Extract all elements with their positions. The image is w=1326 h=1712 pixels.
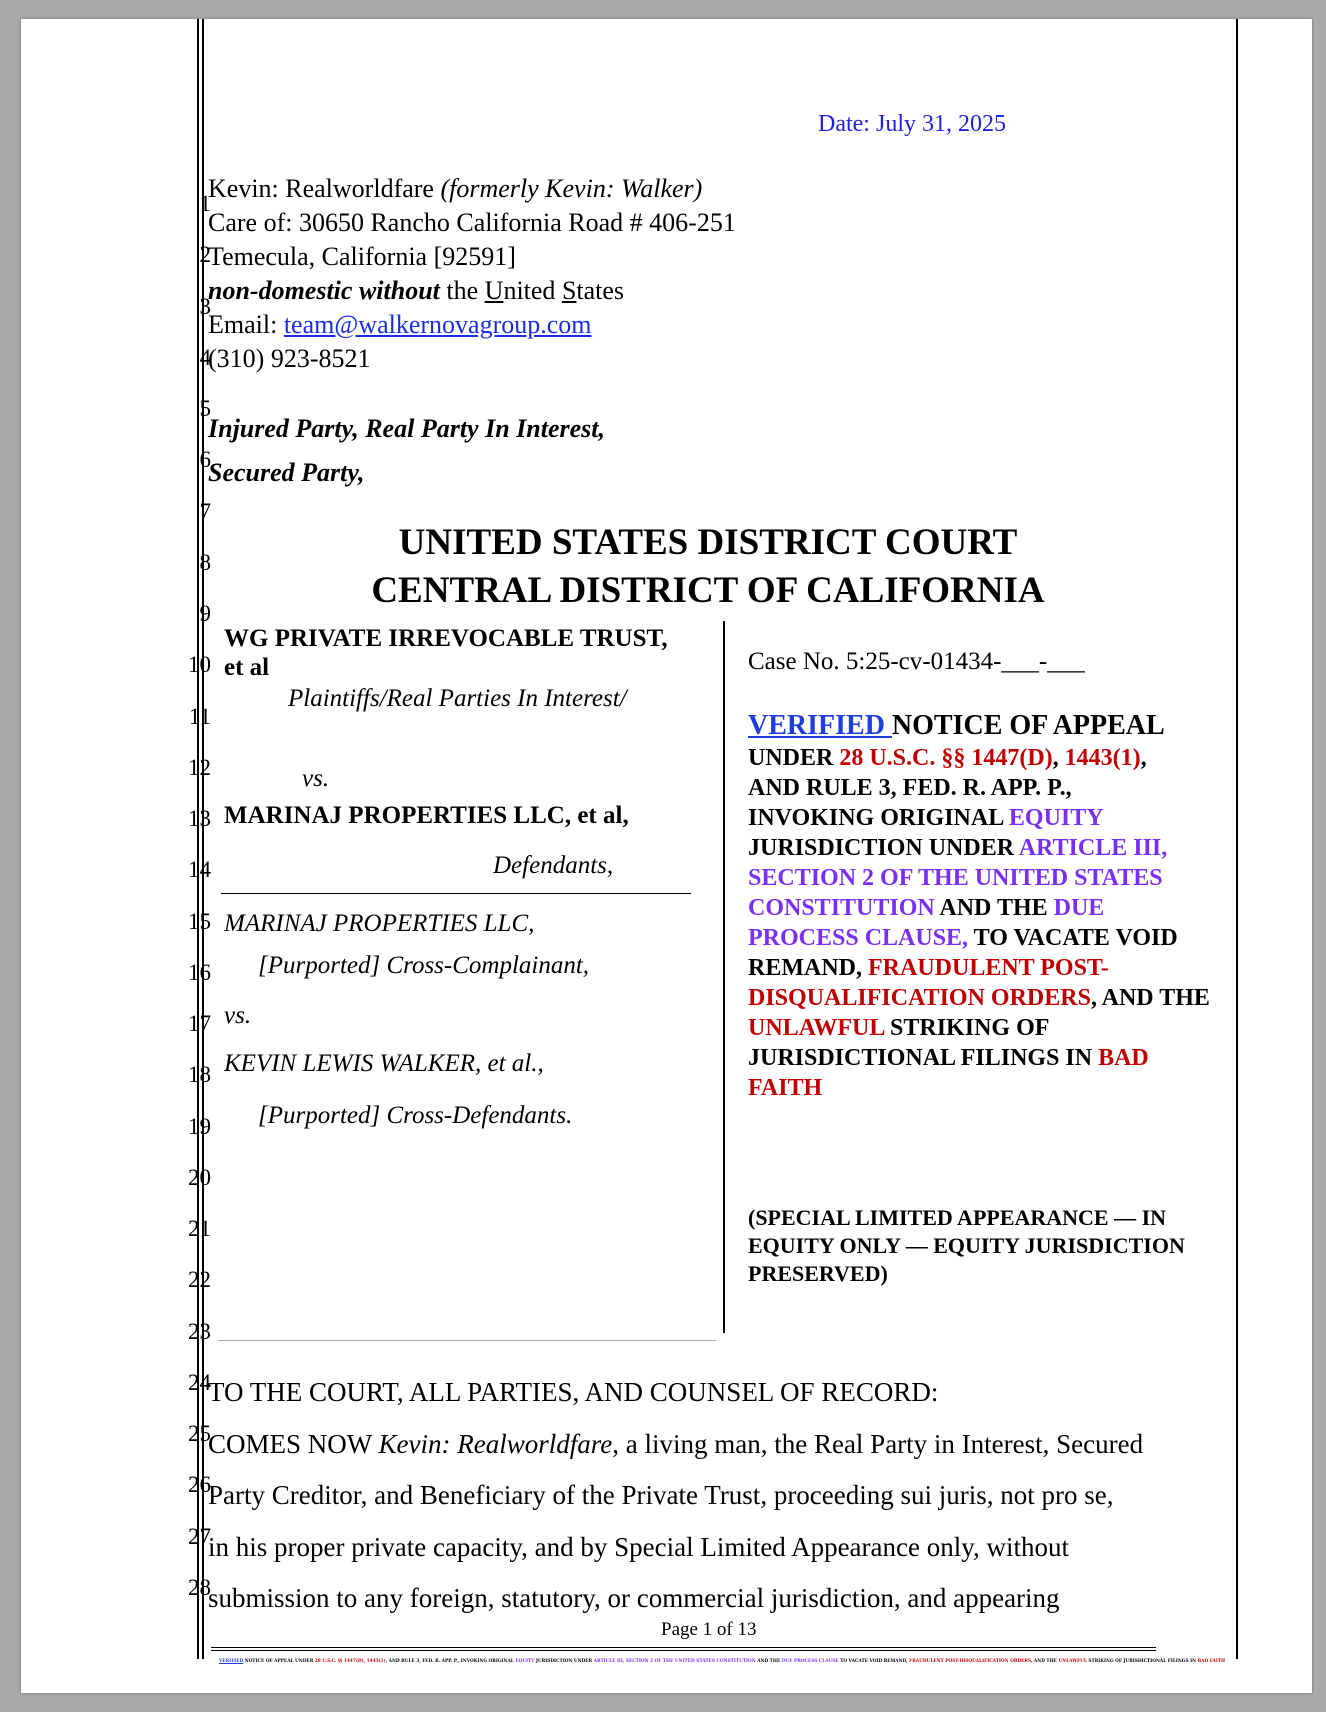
plaintiff-role: Plaintiffs/Real Parties In Interest/	[288, 685, 627, 712]
line-number: 28	[188, 1574, 211, 1600]
party-line-1: Injured Party, Real Party In Interest,	[208, 414, 606, 443]
line-number: 9	[199, 601, 211, 626]
line-number: 14	[188, 857, 211, 883]
line-number: 16	[188, 959, 211, 985]
status-line: non-domestic without the United States	[208, 276, 625, 305]
line-number: 24	[188, 1369, 211, 1395]
caption-bottom-rule	[218, 1340, 716, 1341]
cross-complainant-role: [Purported] Cross-Complainant,	[258, 952, 590, 979]
sender-address-block	[208, 172, 736, 376]
caption-vertical-divider	[723, 621, 725, 1333]
footer-rule	[211, 1647, 1156, 1648]
email-link[interactable]: team@walkernovagroup.com	[283, 310, 592, 339]
defendant-name: MARINAJ PROPERTIES LLC, et al,	[224, 802, 629, 829]
line-number: 21	[188, 1216, 211, 1241]
line-number: 11	[188, 703, 211, 729]
cross-defendant-name: KEVIN LEWIS WALKER, et al.,	[224, 1050, 544, 1077]
cross-complainant-name: MARINAJ PROPERTIES LLC,	[224, 910, 535, 937]
versus-1: vs.	[302, 765, 330, 792]
body-line-1: TO THE COURT, ALL PARTIES, AND COUNSEL OF RECORD:	[208, 1377, 939, 1407]
line-number: 13	[188, 806, 211, 831]
body-line-4: in his proper private capacity, and by Special Limited Appearance only, without	[208, 1531, 1069, 1562]
defendant-role: Defendants,	[493, 852, 614, 879]
line-number: 10	[188, 652, 211, 678]
verified-label: VERIFIED	[748, 710, 892, 741]
court-title	[208, 519, 1208, 615]
sender-name: Kevin: Realworldfare	[208, 174, 434, 203]
line-number: 20	[188, 1164, 211, 1190]
line-number: 12	[188, 754, 211, 780]
sender-former-name: (formerly Kevin: Walker)	[440, 174, 703, 203]
document-date: Date: July 31, 2025	[818, 111, 1006, 137]
body-line-2: COMES NOW Kevin: Realworldfare, a living man, the Real Party in Interest, Secured	[208, 1428, 1144, 1459]
court-name-line-1: UNITED STATES DISTRICT COURT	[398, 522, 1018, 563]
body-line-3: Party Creditor, and Beneficiary of the Private Trust, proceeding sui juris, not pro se,	[208, 1480, 1114, 1510]
footer-rule-2	[211, 1650, 1156, 1651]
case-number: Case No. 5:25-cv-01434-___-___	[748, 648, 1085, 675]
line-number: 25	[188, 1421, 211, 1446]
versus-2: vs.	[224, 1002, 252, 1029]
court-name-line-2: CENTRAL DISTRICT OF CALIFORNIA	[371, 570, 1045, 611]
line-number: 26	[188, 1472, 211, 1498]
phone-line: (310) 923-8521	[208, 344, 371, 373]
body-line-5: submission to any foreign, statutory, or commercial jurisdiction, and appearing	[208, 1583, 1060, 1613]
page-number: Page 1 of 13	[661, 1619, 757, 1640]
line-number: 5	[199, 396, 211, 421]
care-of-line: Care of: 30650 Rancho California Road # 406-251	[208, 208, 736, 237]
special-appearance-note: (SPECIAL LIMITED APPEARANCE — IN EQUITY ONLY — EQUITY JURISDICTION PRESERVED)	[748, 1205, 1185, 1286]
caption-divider	[221, 893, 691, 894]
party-line-2: Secured Party,	[208, 458, 365, 487]
email-line: Email: team@walkernovagroup.com	[208, 310, 592, 339]
line-number: 15	[188, 908, 211, 934]
line-number: 6	[199, 447, 211, 473]
line-number: 3	[199, 293, 211, 319]
line-number: 17	[188, 1011, 211, 1036]
footer-title: VERIFIED NOTICE OF APPEAL UNDER 28 U.S.C. §§ 1447(D), 1443(1), AND RULE 3, FED. R. APP. P., INVOKING ORIGINAL EQUITY JURISDICTION UNDER ARTICLE III, SECTION 2 OF THE UNITED STATES CONSTITUTION AND THE DUE PROCESS CLAUSE TO VACATE VOID REMAND, FRAUDULENT POST-DISQUALIFICATION ORDERS, AND THE UNLAWFUL STRIKING OF JURISDICTIONAL FILINGS IN BAD FAITH	[219, 1659, 1226, 1664]
document-page	[21, 19, 1312, 1693]
party-designation	[208, 407, 605, 495]
line-number: 23	[188, 1318, 211, 1344]
line-number: 27	[188, 1523, 211, 1549]
document-title: VERIFIED NOTICE OF APPEAL UNDER 28 U.S.C. §§ 1447(D), 1443(1), AND RULE 3, FED. R. APP. P., INVOKING ORIGINAL EQUITY JURISDICTION UNDER ARTICLE III, SECTION 2 OF THE UNITED STATES CONSTITUTION AND THE DUE PROCESS CLAUSE, TO VACATE VOID REMAND, FRAUDULENT POST-DISQUALIFICATION ORDERS, AND THE UNLAWFUL STRIKING OF JURISDICTIONAL FILINGS IN BAD FAITH	[748, 710, 1210, 1101]
line-number: 4	[199, 344, 211, 370]
line-number: 22	[188, 1267, 211, 1293]
city-line: Temecula, California [92591]	[208, 242, 516, 271]
line-number: 19	[188, 1113, 211, 1139]
line-number: 1	[199, 191, 211, 216]
right-margin-rule	[1236, 19, 1238, 1659]
line-number: 18	[188, 1062, 211, 1088]
body-text	[208, 1367, 1143, 1625]
line-number: 2	[199, 242, 211, 268]
plaintiff-name: WG PRIVATE IRREVOCABLE TRUST, et al	[224, 625, 668, 681]
line-number: 8	[199, 549, 211, 575]
line-number: 7	[199, 498, 211, 524]
cross-defendant-role: [Purported] Cross-Defendants.	[258, 1102, 573, 1129]
